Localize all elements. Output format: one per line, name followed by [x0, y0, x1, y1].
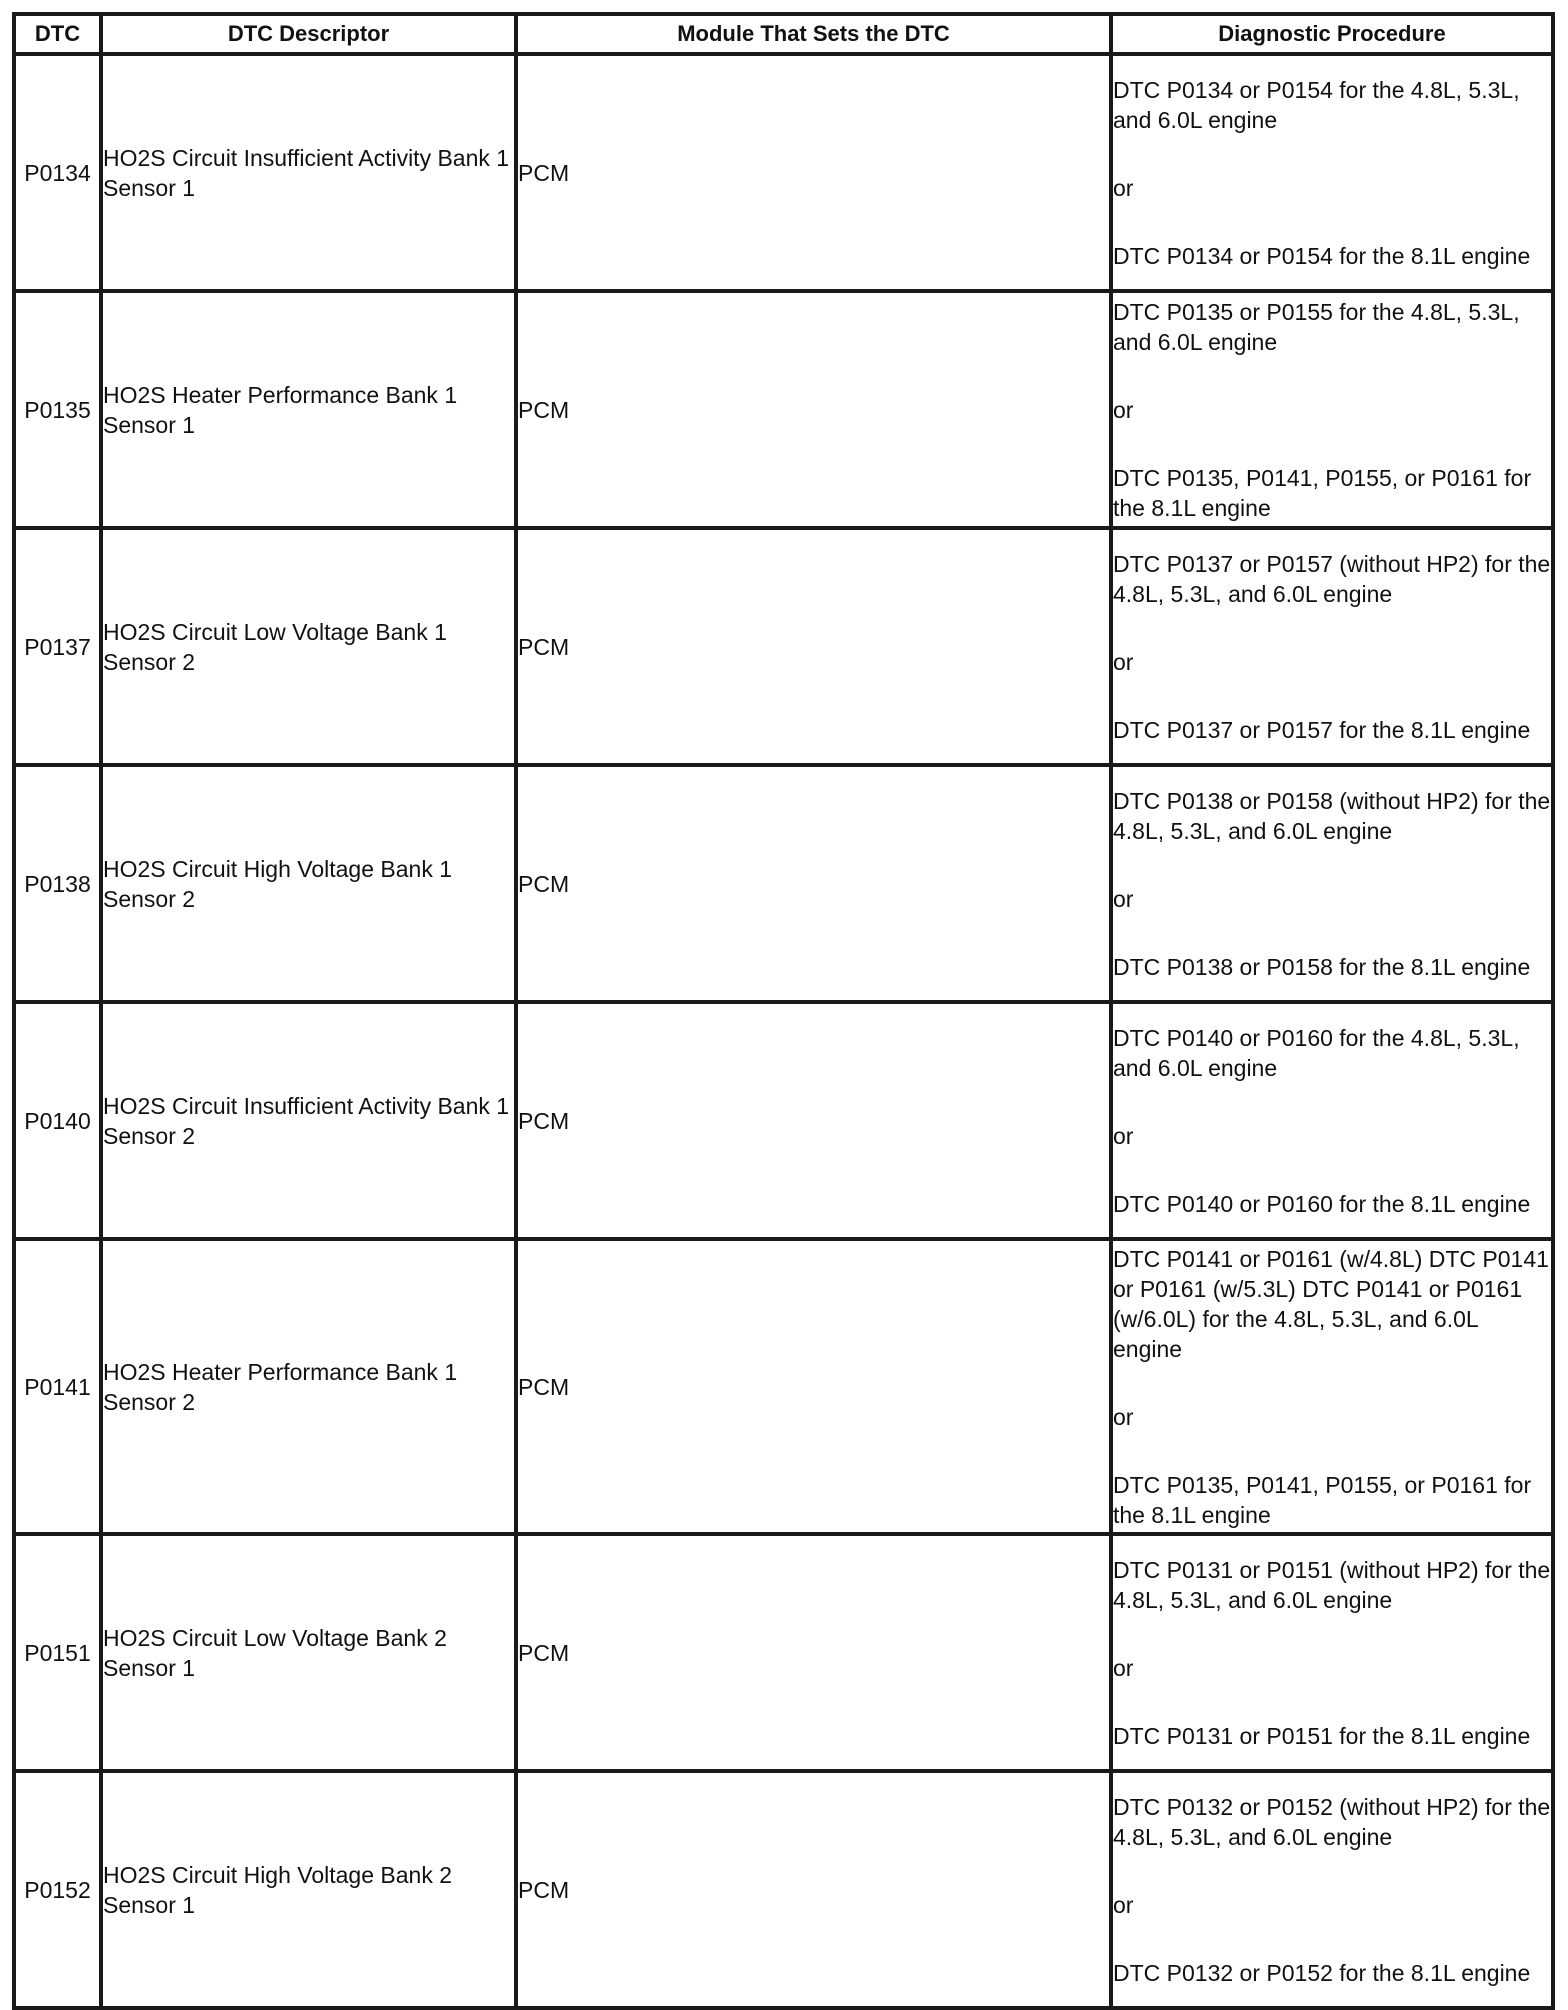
procedure-or: or [1113, 1654, 1134, 1681]
procedure-or: or [1113, 1891, 1134, 1918]
module-name: PCM [516, 1771, 1111, 2008]
module-name: PCM [516, 765, 1111, 1002]
table-row [14, 1002, 1553, 1239]
dtc-descriptor: HO2S Circuit Low Voltage Bank 2 Sensor 1 [101, 1534, 516, 1771]
diagnostic-procedure [1111, 1239, 1553, 1534]
table-row [14, 765, 1553, 1002]
procedure-link-a[interactable]: DTC P0135 or P0155 for the 4.8L, 5.3L, and 6.0L engine [1113, 298, 1520, 355]
diagnostic-procedure [1111, 1534, 1553, 1771]
dtc-descriptor: HO2S Heater Performance Bank 1 Sensor 1 [101, 291, 516, 528]
dtc-descriptor: HO2S Circuit High Voltage Bank 1 Sensor 2 [101, 765, 516, 1002]
table-row [14, 291, 1553, 528]
dtc-descriptor: HO2S Circuit Low Voltage Bank 1 Sensor 2 [101, 528, 516, 765]
dtc-code: P0152 [14, 1771, 101, 2008]
dtc-code: P0137 [14, 528, 101, 765]
procedure-link-b[interactable]: DTC P0137 or P0157 for the 8.1L engine [1113, 716, 1531, 743]
procedure-link-a[interactable]: DTC P0140 or P0160 for the 4.8L, 5.3L, and 6.0L engine [1113, 1024, 1520, 1081]
procedure-or: or [1113, 648, 1134, 675]
module-name: PCM [516, 1534, 1111, 1771]
module-name: PCM [516, 1002, 1111, 1239]
dtc-code: P0134 [14, 54, 101, 291]
procedure-or: or [1113, 885, 1134, 912]
diagnostic-procedure [1111, 54, 1553, 291]
procedure-link-b[interactable]: DTC P0138 or P0158 for the 8.1L engine [1113, 953, 1531, 980]
module-name: PCM [516, 1239, 1111, 1534]
procedure-link-a[interactable]: DTC P0138 or P0158 (without HP2) for the 4.8L, 5.3L, and 6.0L engine [1113, 787, 1551, 844]
dtc-table [12, 12, 1555, 2010]
header-module: Module That Sets the DTC [516, 14, 1111, 54]
header-dtc: DTC [14, 14, 101, 54]
procedure-link-b[interactable]: DTC P0134 or P0154 for the 8.1L engine [1113, 242, 1531, 269]
procedure-or: or [1113, 174, 1134, 201]
dtc-code: P0135 [14, 291, 101, 528]
procedure-link-a[interactable]: DTC P0141 or P0161 (w/4.8L) DTC P0141 or P0161 (w/5.3L) DTC P0141 or P0161 (w/6.0L) for the 4.8L, 5.3L, and 6.0L engine [1113, 1245, 1549, 1362]
procedure-link-b[interactable]: DTC P0135, P0141, P0155, or P0161 for the 8.1L engine [1113, 1471, 1532, 1528]
table-row [14, 1534, 1553, 1771]
dtc-descriptor: HO2S Heater Performance Bank 1 Sensor 2 [101, 1239, 516, 1534]
table-row [14, 54, 1553, 291]
dtc-descriptor: HO2S Circuit High Voltage Bank 2 Sensor 1 [101, 1771, 516, 2008]
diagnostic-procedure [1111, 765, 1553, 1002]
procedure-link-b[interactable]: DTC P0135, P0141, P0155, or P0161 for the 8.1L engine [1113, 464, 1532, 521]
table-row [14, 1239, 1553, 1534]
diagnostic-procedure [1111, 291, 1553, 528]
header-procedure: Diagnostic Procedure [1111, 14, 1553, 54]
procedure-link-a[interactable]: DTC P0134 or P0154 for the 4.8L, 5.3L, and 6.0L engine [1113, 76, 1520, 133]
table-row [14, 1771, 1553, 2008]
procedure-link-a[interactable]: DTC P0132 or P0152 (without HP2) for the 4.8L, 5.3L, and 6.0L engine [1113, 1793, 1551, 1850]
module-name: PCM [516, 528, 1111, 765]
procedure-or: or [1113, 1403, 1134, 1430]
diagnostic-procedure [1111, 1771, 1553, 2008]
procedure-or: or [1113, 1122, 1134, 1149]
procedure-link-a[interactable]: DTC P0137 or P0157 (without HP2) for the 4.8L, 5.3L, and 6.0L engine [1113, 550, 1551, 607]
dtc-code: P0138 [14, 765, 101, 1002]
dtc-code: P0151 [14, 1534, 101, 1771]
diagnostic-procedure [1111, 1002, 1553, 1239]
procedure-link-b[interactable]: DTC P0132 or P0152 for the 8.1L engine [1113, 1959, 1531, 1986]
dtc-descriptor: HO2S Circuit Insufficient Activity Bank 1 Sensor 2 [101, 1002, 516, 1239]
module-name: PCM [516, 54, 1111, 291]
header-row [14, 14, 1553, 54]
procedure-link-a[interactable]: DTC P0131 or P0151 (without HP2) for the 4.8L, 5.3L, and 6.0L engine [1113, 1556, 1551, 1613]
header-descriptor: DTC Descriptor [101, 14, 516, 54]
dtc-descriptor: HO2S Circuit Insufficient Activity Bank 1 Sensor 1 [101, 54, 516, 291]
dtc-code: P0141 [14, 1239, 101, 1534]
dtc-code: P0140 [14, 1002, 101, 1239]
table-row [14, 528, 1553, 765]
procedure-link-b[interactable]: DTC P0140 or P0160 for the 8.1L engine [1113, 1190, 1531, 1217]
procedure-link-b[interactable]: DTC P0131 or P0151 for the 8.1L engine [1113, 1722, 1531, 1749]
diagnostic-procedure [1111, 528, 1553, 765]
procedure-or: or [1113, 396, 1134, 423]
module-name: PCM [516, 291, 1111, 528]
